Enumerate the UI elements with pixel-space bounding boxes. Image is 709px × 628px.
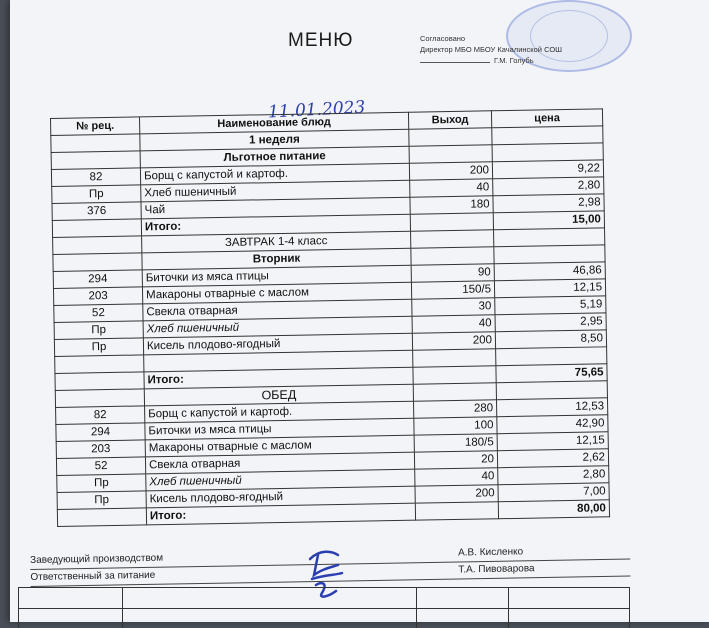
cell-recipe-code: Пр: [52, 185, 141, 204]
cell-dish-name: Итого:: [146, 503, 415, 525]
cell-output: 90: [411, 264, 494, 282]
cell-dish-name: Итого:: [141, 214, 410, 236]
cell-price: [492, 126, 603, 145]
approval-signature-line: [420, 62, 490, 63]
cell-recipe-code: [55, 372, 144, 391]
cell-price: 5,19: [495, 296, 606, 315]
cell-price: [496, 347, 607, 366]
cell-dish-name: Льготное питание: [140, 146, 409, 168]
cell-recipe-code: 52: [54, 304, 143, 323]
cell-output: 150/5: [411, 281, 494, 299]
cell-dish-name: Биточки из мяса птицы: [145, 418, 414, 440]
cell-output: 40: [412, 315, 495, 333]
cell-recipe-code: [55, 389, 144, 408]
responsible-label: Ответственный за питание: [30, 569, 156, 583]
cell-price: 2,98: [493, 194, 604, 213]
cell-price: 8,50: [495, 330, 606, 349]
cell-output: 280: [413, 400, 496, 418]
approval-director: Директор МБО МБОУ Качалинской СОШ: [420, 45, 563, 54]
cell-price: 75,65: [496, 364, 607, 383]
cell-output: [415, 502, 498, 520]
cell-output: 180/5: [414, 434, 497, 452]
cell-output: [413, 349, 496, 367]
cell-output: 40: [415, 468, 498, 486]
cell-price: [494, 228, 605, 247]
cell-output: [409, 145, 492, 163]
page-title: МЕНЮ: [288, 30, 354, 51]
cell-dish-name: 1 неделя: [140, 129, 409, 151]
cell-dish-name: Вторник: [142, 248, 411, 270]
cell-recipe-code: 203: [56, 440, 145, 459]
cell-dish-name: Хлеб пшеничный: [146, 469, 415, 491]
cell-recipe-code: 376: [52, 202, 141, 221]
column-header-output: Выход: [408, 111, 491, 129]
cell-price: 15,00: [493, 211, 604, 230]
cell-output: 30: [412, 298, 495, 316]
cell-dish-name: ЗАВТРАК 1-4 класс: [142, 231, 411, 253]
cell-output: [413, 383, 496, 401]
cell-dish-name: Макароны отварные с маслом: [142, 282, 411, 304]
cell-dish-name: Кисель плодово-ягодный: [146, 486, 415, 508]
cell-price: 7,00: [498, 483, 609, 502]
cell-price: [494, 245, 605, 264]
grid-line: [18, 608, 630, 609]
cell-recipe-code: [53, 253, 142, 272]
responsible-name: Т.А. Пивоварова: [458, 563, 535, 576]
cell-output: 40: [410, 179, 493, 197]
cell-recipe-code: [52, 219, 141, 238]
cell-output: 180: [410, 196, 493, 214]
table-body: [51, 126, 610, 527]
cell-dish-name: Биточки из мяса птицы: [142, 265, 411, 287]
cell-price: 80,00: [498, 500, 609, 519]
cell-recipe-code: Пр: [57, 491, 146, 510]
cell-dish-name: Хлеб пшеничный: [143, 316, 412, 338]
cell-output: [411, 230, 494, 248]
cell-recipe-code: Пр: [54, 338, 143, 357]
column-header-price: цена: [491, 109, 602, 128]
cell-price: 9,22: [492, 160, 603, 179]
cell-recipe-code: 82: [51, 168, 140, 187]
cell-dish-name: Свекла отварная: [145, 452, 414, 474]
approval-signature-row: [420, 55, 645, 66]
cell-price: 2,80: [493, 177, 604, 196]
approval-block: [420, 33, 645, 66]
cell-output: [409, 128, 492, 146]
manager-name: А.В. Кисленко: [457, 546, 524, 559]
cell-recipe-code: 52: [56, 457, 145, 476]
approval-director-name: Г.М. Голубь: [494, 56, 534, 65]
cell-recipe-code: [55, 355, 144, 374]
cell-output: 20: [414, 451, 497, 469]
cell-price: 42,90: [497, 415, 608, 434]
cell-dish-name: Хлеб пшеничный: [141, 180, 410, 202]
column-header-dish: Наименование блюд: [139, 112, 408, 134]
cell-price: 12,53: [496, 398, 607, 417]
cell-dish-name: Борщ с капустой и картоф.: [145, 401, 414, 423]
cell-recipe-code: 294: [56, 423, 145, 442]
column-header-recipe: № рец.: [51, 117, 140, 136]
cell-output: 200: [412, 332, 495, 350]
cell-recipe-code: [51, 151, 140, 170]
cell-dish-name: ОБЕД: [144, 384, 413, 406]
cell-price: [496, 381, 607, 400]
cell-dish-name: Борщ с капустой и картоф.: [140, 163, 409, 185]
handwritten-date: 11.01.2023: [267, 97, 366, 123]
cell-price: 2,62: [497, 449, 608, 468]
manager-label: Заведующий производством: [30, 552, 164, 566]
cell-recipe-code: [51, 134, 140, 153]
cell-recipe-code: [57, 508, 146, 527]
cell-dish-name: Свекла отварная: [143, 299, 412, 321]
cell-recipe-code: Пр: [57, 474, 146, 493]
cell-price: 2,80: [498, 466, 609, 485]
cell-recipe-code: [53, 236, 142, 255]
cell-price: 12,15: [497, 432, 608, 451]
cell-price: [492, 143, 603, 162]
cell-output: 200: [415, 485, 498, 503]
cell-dish-name: Макароны отварные с маслом: [145, 435, 414, 457]
cell-output: [411, 247, 494, 265]
cell-price: 46,86: [494, 262, 605, 281]
cell-dish-name: Итого:: [144, 367, 413, 389]
menu-table: [50, 108, 610, 527]
cell-recipe-code: Пр: [54, 321, 143, 340]
cell-price: 12,15: [494, 279, 605, 298]
cell-recipe-code: 203: [53, 287, 142, 306]
approval-agreed: Согласовано: [420, 34, 466, 43]
cell-output: 200: [409, 162, 492, 180]
cell-output: [410, 213, 493, 231]
cell-dish-name: Чай: [141, 197, 410, 219]
cell-dish-name: Кисель плодово-ягодный: [143, 333, 412, 355]
cell-output: 100: [414, 417, 497, 435]
cell-price: 2,95: [495, 313, 606, 332]
cell-recipe-code: 82: [56, 406, 145, 425]
cell-output: [413, 366, 496, 384]
cell-recipe-code: 294: [53, 270, 142, 289]
